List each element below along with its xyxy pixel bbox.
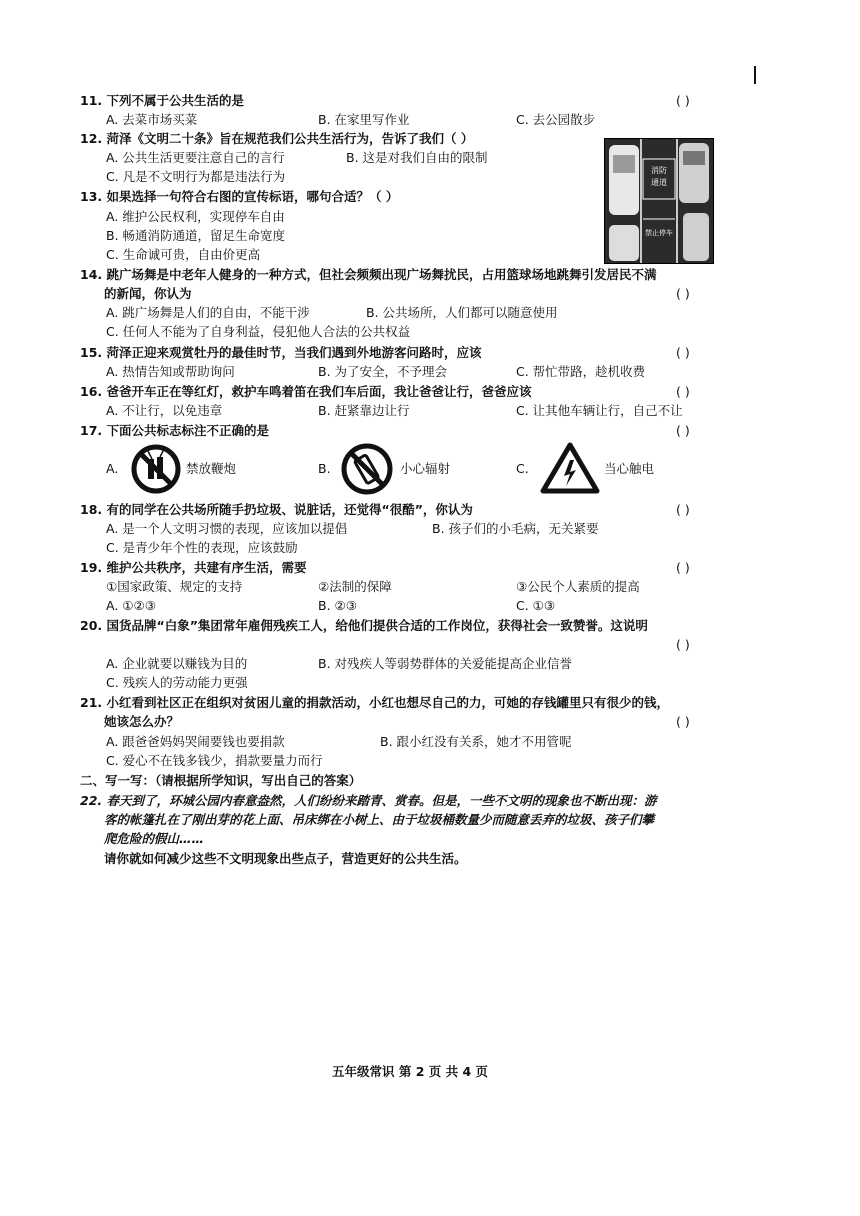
- no-phone-sign-icon: [340, 442, 394, 500]
- q20-option-b: B. 对残疾人等弱势群体的关爱能提高企业信誉: [318, 656, 573, 671]
- q12-stem: 12. 菏泽《文明二十条》旨在规范我们公共生活行为，告诉了我们（ ）: [80, 131, 474, 146]
- electric-shock-warning-icon: [540, 442, 600, 498]
- q19-stem: 19. 维护公共秩序，共建有序生活，需要: [80, 560, 307, 575]
- margin-mark: [754, 66, 756, 84]
- q14-answer-paren[interactable]: ( ): [676, 286, 690, 301]
- q19-item-2: ②法制的保障: [318, 579, 392, 594]
- q12-option-c: C. 凡是不文明行为都是违法行为: [106, 169, 286, 184]
- q20-option-a: A. 企业就要以赚钱为目的: [106, 656, 248, 671]
- q20-option-c: C. 残疾人的劳动能力更强: [106, 675, 248, 690]
- q13-option-a: A. 维护公民权利，实现停车自由: [106, 209, 285, 224]
- q14-stem-line2: 的新闻，你认为: [104, 286, 192, 301]
- q16-stem: 16. 爸爸开车正在等红灯，救护车鸣着笛在我们车后面，我让爸爸让行，爸爸应该: [80, 384, 532, 399]
- q18-option-a: A. 是一个人文明习惯的表现，应该加以提倡: [106, 521, 348, 536]
- q21-option-b: B. 跟小红没有关系，她才不用管呢: [380, 734, 572, 749]
- q17-option-c-text: 当心触电: [604, 461, 655, 476]
- q21-stem-line1: 21. 小红看到社区正在组织对贫困儿童的捐款活动，小红也想尽自己的力，可她的存钱罐里只有很少的钱，: [80, 695, 669, 710]
- q19-option-a: A. ①②③: [106, 598, 156, 613]
- q18-option-b: B. 孩子们的小毛病，无关紧要: [432, 521, 599, 536]
- q14-stem-line1: 14. 跳广场舞是中老年人健身的一种方式，但社会频频出现广场舞扰民，占用篮球场地跳舞引发居民不满: [80, 267, 657, 282]
- q18-stem: 18. 有的同学在公共场所随手扔垃圾、说脏话，还觉得“很酷”，你认为: [80, 502, 473, 517]
- fire-lane-parking-image: [604, 138, 714, 264]
- q15-stem: 15. 菏泽正迎来观赏牡丹的最佳时节，当我们遇到外地游客问路时，应该: [80, 345, 482, 360]
- parking-sign-text-1: 消防: [651, 166, 667, 175]
- q15-option-c: C. 帮忙带路，趁机收费: [516, 364, 646, 379]
- q16-answer-paren[interactable]: ( ): [676, 384, 690, 399]
- q15-option-b: B. 为了安全，不予理会: [318, 364, 448, 379]
- q19-item-3: ③公民个人素质的提高: [516, 579, 640, 594]
- q22-prompt: 请你就如何减少这些不文明现象出些点子，营造更好的公共生活。: [104, 851, 467, 866]
- q14-option-c: C. 任何人不能为了自身利益，侵犯他人合法的公共权益: [106, 324, 411, 339]
- q21-stem-line2: 她该怎么办？: [104, 714, 180, 729]
- q13-option-c: C. 生命诚可贵，自由价更高: [106, 247, 261, 262]
- q13-option-b: B. 畅通消防通道，留足生命宽度: [106, 228, 286, 243]
- q21-option-a: A. 跟爸爸妈妈哭闹要钱也要捐款: [106, 734, 285, 749]
- q17-answer-paren[interactable]: ( ): [676, 423, 690, 438]
- q16-option-a: A. 不让行，以免违章: [106, 403, 223, 418]
- answer-area[interactable]: [80, 876, 740, 1046]
- q16-option-c: C. 让其他车辆让行，自己不让: [516, 403, 683, 418]
- q14-option-b: B. 公共场所，人们都可以随意使用: [366, 305, 558, 320]
- q19-option-b: B. ②③: [318, 598, 357, 613]
- q12-option-b: B. 这是对我们自由的限制: [346, 150, 488, 165]
- page-footer: 五年级常识 第 2 页 共 4 页: [332, 1064, 489, 1079]
- section-2-heading: 二、写一写：（请根据所学知识，写出自己的答案）: [80, 773, 362, 788]
- q19-item-1: ①国家政策、规定的支持: [106, 579, 243, 594]
- q17-option-c-label: C.: [516, 461, 529, 476]
- q13-stem: 13. 如果选择一句符合右图的宣传标语，哪句合适？（ ）: [80, 189, 399, 204]
- q19-answer-paren[interactable]: ( ): [676, 560, 690, 575]
- q22-stem-line2: 客的帐篷扎在了刚出芽的花上面、吊床绑在小树上、由于垃圾桶数量少而随意丢弃的垃圾、孩子们攀: [104, 812, 655, 827]
- q21-answer-paren[interactable]: ( ): [676, 714, 690, 729]
- q15-answer-paren[interactable]: ( ): [676, 345, 690, 360]
- q11-answer-paren[interactable]: ( ): [676, 93, 690, 108]
- q22-stem-line3: 爬危险的假山……: [104, 831, 205, 846]
- q19-option-c: C. ①③: [516, 598, 556, 613]
- q20-stem: 20. 国货品牌“白象”集团常年雇佣残疾工人，给他们提供合适的工作岗位，获得社会一致赞誉。这说明: [80, 618, 648, 633]
- q17-stem: 17. 下面公共标志标注不正确的是: [80, 423, 269, 438]
- q17-option-b-text: 小心辐射: [400, 461, 451, 476]
- q14-option-a: A. 跳广场舞是人们的自由，不能干涉: [106, 305, 310, 320]
- q12-option-a: A. 公共生活更要注意自己的言行: [106, 150, 285, 165]
- parking-sign-text-3: 禁止停车: [645, 229, 673, 237]
- q17-option-b-label: B.: [318, 461, 331, 476]
- q11-option-a: A. 去菜市场买菜: [106, 112, 198, 127]
- no-firecracker-sign-icon: [130, 443, 182, 499]
- q22-stem-line1: 22. 春天到了，环城公园内春意盎然，人们纷纷来踏青、赏春。但是，一些不文明的现象也不断出现：游: [80, 793, 657, 808]
- q11-stem: 11. 下列不属于公共生活的是: [80, 93, 244, 108]
- q15-option-a: A. 热情告知或帮助询问: [106, 364, 235, 379]
- q21-option-c: C. 爱心不在钱多钱少，捐款要量力而行: [106, 753, 323, 768]
- q18-option-c: C. 是青少年个性的表现，应该鼓励: [106, 540, 298, 555]
- q11-option-c: C. 去公园散步: [516, 112, 596, 127]
- q17-option-a-text: 禁放鞭炮: [186, 461, 237, 476]
- parking-sign-text-2: 通道: [651, 178, 667, 187]
- q11-option-b: B. 在家里写作业: [318, 112, 410, 127]
- q17-option-a-label: A.: [106, 461, 119, 476]
- q20-answer-paren[interactable]: ( ): [676, 637, 690, 652]
- q16-option-b: B. 赶紧靠边让行: [318, 403, 410, 418]
- q18-answer-paren[interactable]: ( ): [676, 502, 690, 517]
